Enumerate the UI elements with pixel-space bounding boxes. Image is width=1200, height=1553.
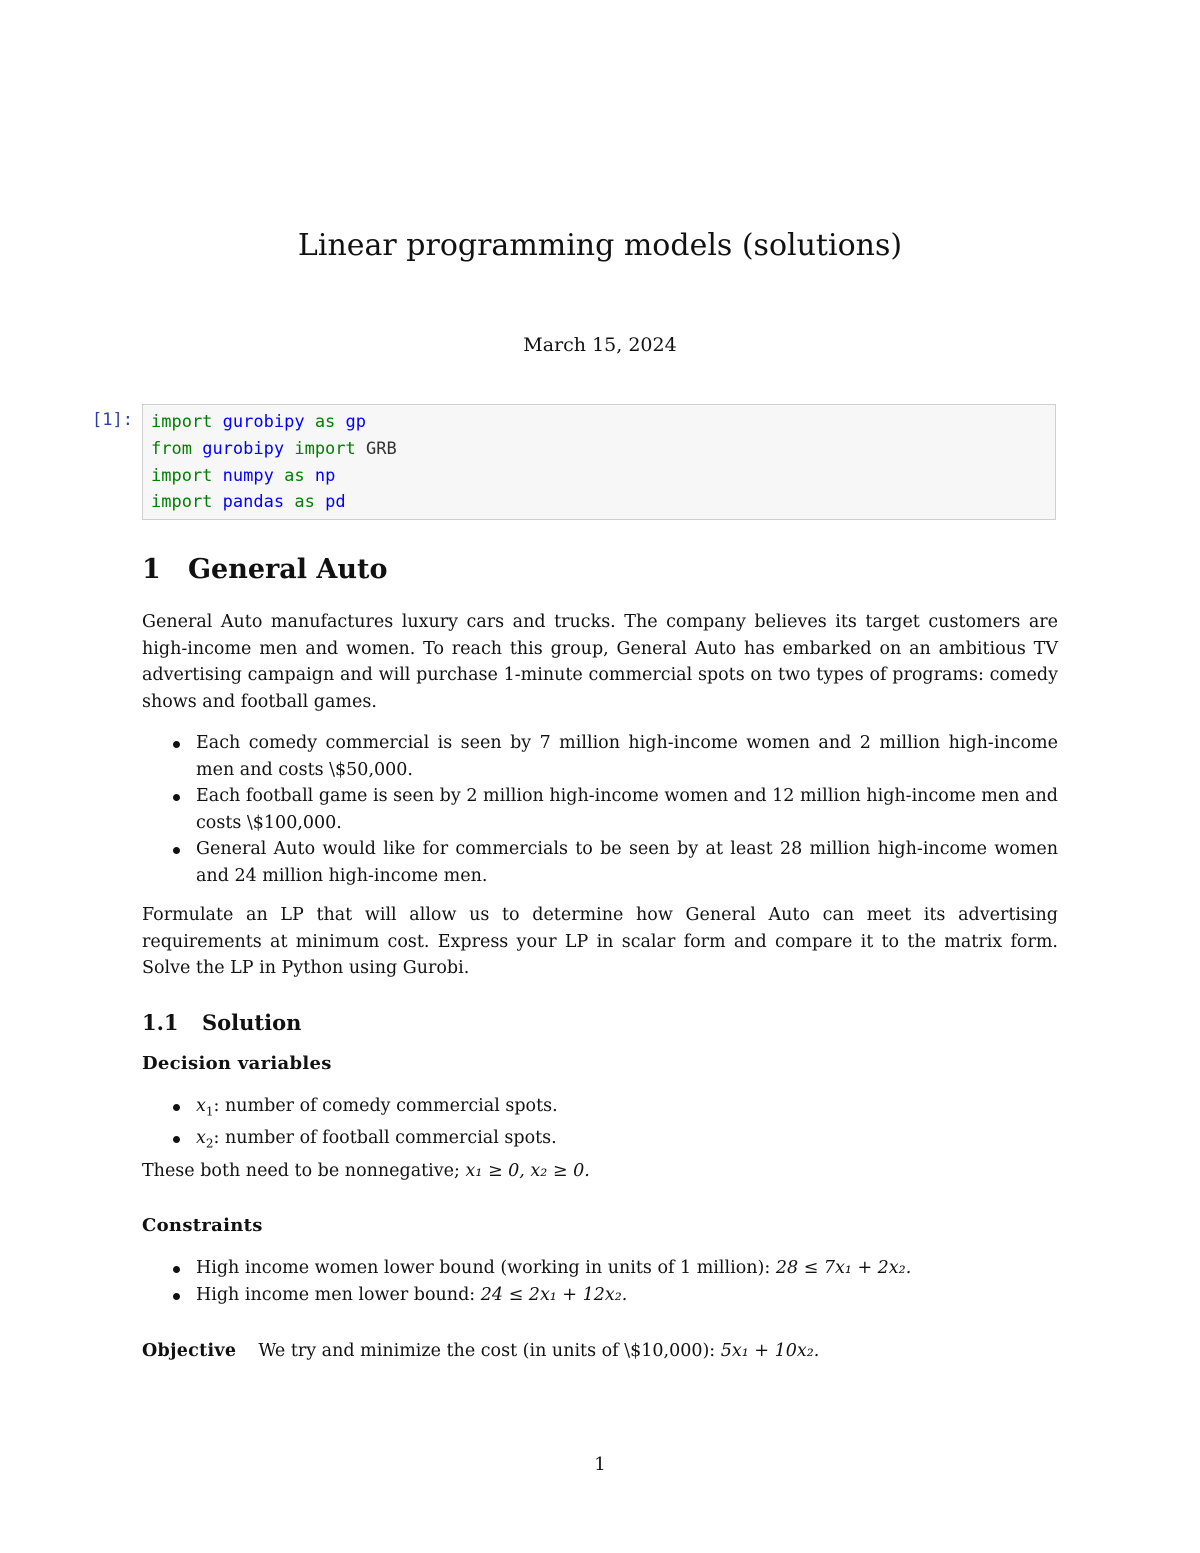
math-variable: x bbox=[196, 1128, 206, 1149]
code-keyword: import bbox=[294, 438, 356, 459]
list-item bbox=[142, 1282, 1058, 1309]
list-item bbox=[142, 783, 1058, 836]
code-module: numpy bbox=[222, 465, 274, 486]
math-subscript: 2 bbox=[205, 1136, 214, 1151]
code-line bbox=[151, 436, 1047, 463]
list-item-text: High income women lower bound (working in units of 1 million): bbox=[196, 1258, 771, 1278]
code-alias: np bbox=[314, 465, 336, 486]
list-item-text: : number of comedy commercial spots. bbox=[213, 1096, 558, 1116]
section-number: 1 bbox=[142, 554, 161, 585]
code-line bbox=[151, 463, 1047, 490]
code-alias: pd bbox=[325, 492, 346, 513]
bullet-icon bbox=[173, 847, 180, 854]
list-item-text: Each football game is seen by 2 million high-income women and 12 million high-income men and costs \$100,000. bbox=[196, 786, 1058, 833]
list-item-text: : number of football commercial spots. bbox=[213, 1128, 557, 1149]
list-item bbox=[142, 836, 1058, 889]
math-variable: x bbox=[196, 1096, 206, 1116]
code-line bbox=[151, 409, 1047, 436]
task-paragraph: Formulate an LP that will allow us to determine how General Auto can meet its advertising requirements at minimum cost. Express your LP in scalar form and compare it to the matrix form. Solve the LP in Python using Gurobi. bbox=[142, 905, 1058, 979]
document-title: Linear programming models (solutions) bbox=[297, 228, 903, 263]
code-cell bbox=[142, 404, 1056, 520]
math-subscript: 1 bbox=[205, 1104, 214, 1119]
constraints-heading: Constraints bbox=[142, 1215, 263, 1236]
bullet-icon bbox=[173, 741, 180, 748]
code-module: gurobipy bbox=[222, 412, 305, 432]
code-keyword: as bbox=[314, 412, 336, 432]
intro-paragraph: General Auto manufactures luxury cars and trucks. The company believes its target customers are high-income men and women. To reach this group, General Auto has embarked on an ambitious TV advertising campaign and will purchase 1-minute commercial spots on two types of programs: comedy shows and football games. bbox=[142, 612, 1058, 712]
objective-text: We try and minimize the cost (in units of \$10,000): bbox=[258, 1341, 716, 1361]
objective-heading: Objective bbox=[142, 1341, 237, 1361]
code-module: gurobipy bbox=[202, 438, 285, 459]
section-title: General Auto bbox=[188, 554, 388, 585]
nonnegativity-math: x₁ ≥ 0, x₂ ≥ 0. bbox=[465, 1161, 590, 1181]
list-item bbox=[142, 1255, 1058, 1282]
code-module: pandas bbox=[222, 492, 285, 513]
subsection-title: Solution bbox=[202, 1010, 302, 1035]
subsection-number: 1.1 bbox=[142, 1010, 179, 1035]
constraint-math: 28 ≤ 7x₁ + 2x₂. bbox=[775, 1258, 912, 1278]
nonnegativity-paragraph bbox=[142, 1158, 1058, 1185]
code-keyword: as bbox=[294, 492, 315, 513]
list-item-text: Each comedy commercial is seen by 7 million high-income women and 2 million high-income men and costs \$50,000. bbox=[196, 733, 1058, 780]
code-cell-prompt: [1]: bbox=[92, 410, 133, 430]
objective-paragraph bbox=[142, 1338, 1058, 1365]
code-keyword: import bbox=[151, 465, 213, 486]
code-line bbox=[151, 489, 1047, 516]
list-item-text: High income men lower bound: bbox=[196, 1284, 476, 1305]
list-item bbox=[142, 1093, 1058, 1125]
bullet-icon bbox=[173, 1266, 180, 1273]
bullet-icon bbox=[173, 794, 180, 801]
bullet-icon bbox=[173, 1104, 180, 1111]
nonnegativity-text: These both need to be nonnegative; bbox=[142, 1161, 460, 1181]
decision-variables-heading: Decision variables bbox=[142, 1053, 332, 1074]
constraints-list bbox=[142, 1255, 1058, 1308]
requirements-list bbox=[142, 730, 1058, 890]
code-keyword: import bbox=[151, 412, 213, 432]
section-heading bbox=[142, 554, 387, 585]
code-keyword: from bbox=[151, 438, 192, 459]
code-keyword: as bbox=[284, 465, 305, 486]
page-number: 1 bbox=[594, 1454, 606, 1475]
constraint-math: 24 ≤ 2x₁ + 12x₂. bbox=[480, 1284, 628, 1305]
list-item bbox=[142, 1125, 1058, 1157]
bullet-icon bbox=[173, 1136, 180, 1143]
code-name: GRB bbox=[366, 438, 397, 459]
code-keyword: import bbox=[151, 492, 213, 513]
bullet-icon bbox=[173, 1293, 180, 1300]
list-item bbox=[142, 730, 1058, 783]
code-alias: gp bbox=[345, 412, 367, 432]
document-date: March 15, 2024 bbox=[523, 334, 677, 356]
decision-variables-list bbox=[142, 1093, 1058, 1157]
list-item-text: General Auto would like for commercials to be seen by at least 28 million high-income women and 24 million high-income men. bbox=[196, 839, 1058, 886]
objective-math: 5x₁ + 10x₂. bbox=[720, 1341, 820, 1361]
subsection-heading bbox=[142, 1010, 301, 1035]
